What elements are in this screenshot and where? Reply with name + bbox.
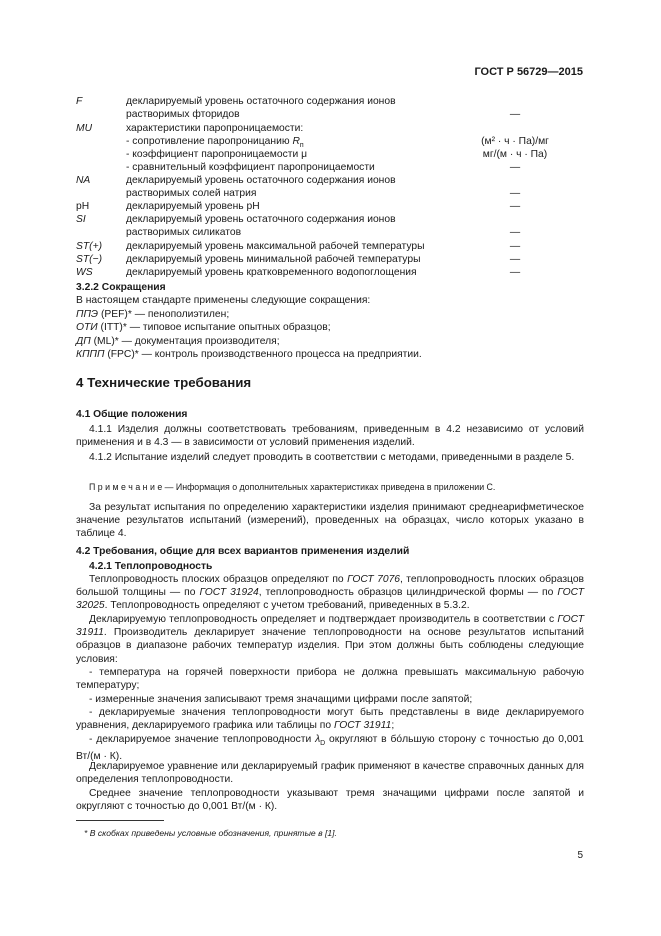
paragraph-result: За результат испытания по определению характеристики изделия принимают среднеарифметическое значение результатов испытаний (измерений), проведенных на образцах, число которых указано в таблице 4.: [76, 502, 584, 540]
paragraph-text: , теплопроводность образцов цилиндрической формы — по: [258, 587, 558, 599]
abbreviation-item: [76, 348, 584, 361]
paragraph-text: . Теплопроводность определяют с учетом требований, приведенных в 5.3.2.: [104, 600, 470, 612]
symbol-unit: —: [509, 109, 521, 120]
symbol-definition: декларируемый уровень минимальной рабочей температуры: [126, 254, 421, 265]
formula-subscript: п: [299, 142, 304, 150]
paragraph-thermal-4: Среднее значение теплопроводности указывают тремя значащими цифрами после запятой и округляют с точностью до 0,001 Вт/(м · К).: [76, 788, 584, 813]
symbol-mu: MU: [76, 123, 93, 134]
gost-reference: ГОСТ 31924: [199, 587, 259, 599]
symbol-definition: растворимых фторидов: [126, 109, 240, 120]
subsection-4-1-title: 4.1 Общие положения: [76, 409, 188, 420]
footnote: * В скобках приведены условные обозначения, принятые в [1].: [84, 828, 337, 838]
gost-reference: ГОСТ 31911: [76, 614, 584, 639]
paragraph-text: , теплопроводность плоских образцов большой толщины — по: [76, 574, 585, 599]
symbol-unit: —: [509, 241, 521, 252]
formula-symbol: R: [292, 136, 300, 147]
symbol-si: SI: [76, 214, 86, 225]
condition-text: - декларируемое значение теплопроводности: [89, 734, 316, 745]
paragraph-4-1-1: 4.1.1 Изделия должны соответствовать требованиям, приведенным в 4.2 независимо от условий применения и в 4.3 — в зависимости от условий применения изделий.: [76, 424, 584, 449]
symbol-definition: декларируемый уровень остаточного содержания ионов: [126, 175, 396, 186]
lambda-symbol: λ: [315, 734, 321, 745]
symbol-definition: декларируемый уровень pH: [126, 201, 260, 212]
symbol-definition: растворимых солей натрия: [126, 188, 257, 199]
condition-text: - декларируемые значения теплопроводности могут быть представлены в виде декларируемого уравнения, декларируемого графика или таблицы по: [76, 707, 584, 732]
condition-item: [76, 733, 584, 763]
symbol-f: F: [76, 96, 83, 107]
symbol-definition: - сравнительный коэффициент паропроницаемости: [126, 162, 375, 173]
abbreviation-text: (ITT)* — типовое испытание опытных образцов;: [97, 322, 331, 333]
paragraph-text: Декларируемую теплопроводность определяет и подтверждает производитель в соответствии с: [89, 614, 558, 625]
lambda-subscript: D: [320, 740, 326, 748]
condition-item: - измеренные значения записывают тремя значащими цифрами после запятой;: [89, 694, 473, 705]
symbol-definition: декларируемый уровень кратковременного водопоглощения: [126, 267, 417, 278]
symbol-unit: —: [509, 227, 521, 238]
abbreviation-item: [76, 321, 584, 334]
symbol-st-plus: ST(+): [76, 241, 103, 252]
paragraph-4-1-2: 4.1.2 Испытание изделий следует проводить в соответствии с методами, приведенными в разделе 5.: [89, 452, 575, 463]
paragraph-thermal-1: [76, 573, 584, 613]
section-4-title: 4 Технические требования: [76, 375, 252, 390]
symbol-ws: WS: [76, 267, 93, 278]
symbol-definition: декларируемый уровень остаточного содержания ионов: [126, 96, 396, 107]
formula-symbol: μ: [301, 149, 308, 160]
symbol-definition: растворимых силикатов: [126, 227, 242, 238]
paragraph-text: . Производитель декларирует значение теплопроводности на основе результатов испытаний образцов в диапазоне рабочих температур изделия. При этом должны быть соблюдены следующие условия:: [76, 627, 584, 665]
condition-item: - температура на горячей поверхности прибора не должна превышать максимальную рабочую температуру;: [76, 667, 584, 692]
abbreviation-text: (FPC)* — контроль производственного процесса на предприятии.: [104, 349, 422, 360]
footnote-divider: [76, 820, 164, 821]
note: П р и м е ч а н и е — Информация о дополнительных характеристиках приведена в приложении С.: [89, 482, 496, 492]
condition-text: ;: [391, 720, 395, 732]
paragraph-text: Теплопроводность плоских образцов определяют по: [89, 574, 348, 585]
symbol-unit: —: [509, 267, 521, 278]
abbreviation-text: (PEF)* — пенополиэтилен;: [98, 309, 230, 320]
definition-text: - коэффициент паропроницаемости: [126, 149, 299, 160]
condition-item: [76, 706, 584, 732]
symbol-unit: —: [509, 162, 521, 173]
document-header: ГОСТ Р 56729—2015: [474, 66, 583, 78]
symbol-unit: —: [509, 254, 521, 265]
abbreviation-text: (ML)* — документация производителя;: [90, 336, 280, 347]
symbol-unit: (м² · ч · Па)/мг: [481, 136, 549, 147]
gost-reference: ГОСТ 31911: [333, 720, 392, 732]
symbol-definition: [126, 148, 307, 161]
paragraph-thermal-3: Декларируемое уравнение или декларируемый график применяют в качестве справочных данных для определения теплопроводности.: [76, 761, 584, 786]
abbreviation-term: ППЭ: [76, 309, 99, 320]
symbol-unit: мг/(м · ч · Па): [482, 149, 548, 160]
abbreviations-intro: В настоящем стандарте применены следующие сокращения:: [76, 295, 371, 306]
abbreviation-term: ОТИ: [76, 322, 98, 333]
page-number: 5: [577, 850, 583, 861]
symbol-na: NA: [76, 175, 91, 186]
symbol-st-minus: ST(−): [76, 254, 103, 265]
symbol-ph: pH: [76, 201, 90, 212]
symbol-definition: характеристики паропроницаемости:: [126, 123, 304, 134]
abbreviation-item: [76, 335, 584, 348]
abbreviations-heading: 3.2.2 Сокращения: [76, 282, 166, 293]
symbol-definition: декларируемый уровень остаточного содержания ионов: [126, 214, 396, 225]
condition-text: округляют в бóльшую сторону с точностью до 0,001 Вт/(м · К).: [76, 734, 584, 763]
symbol-definition: декларируемый уровень максимальной рабочей температуры: [126, 241, 425, 252]
gost-reference: ГОСТ 7076: [347, 574, 401, 585]
symbol-unit: —: [509, 188, 521, 199]
abbreviation-term: КППП: [76, 349, 105, 360]
definition-text: - сопротивление паропроницанию: [126, 136, 290, 147]
symbol-unit: —: [509, 201, 521, 212]
abbreviation-term: ДП: [76, 336, 91, 347]
gost-reference: ГОСТ 32025: [76, 587, 584, 612]
subsection-4-2-title: 4.2 Требования, общие для всех вариантов применения изделий: [76, 546, 410, 557]
paragraph-thermal-2: [76, 613, 584, 666]
abbreviation-item: [76, 308, 584, 321]
subsection-4-2-1-title: 4.2.1 Теплопроводность: [89, 561, 213, 572]
